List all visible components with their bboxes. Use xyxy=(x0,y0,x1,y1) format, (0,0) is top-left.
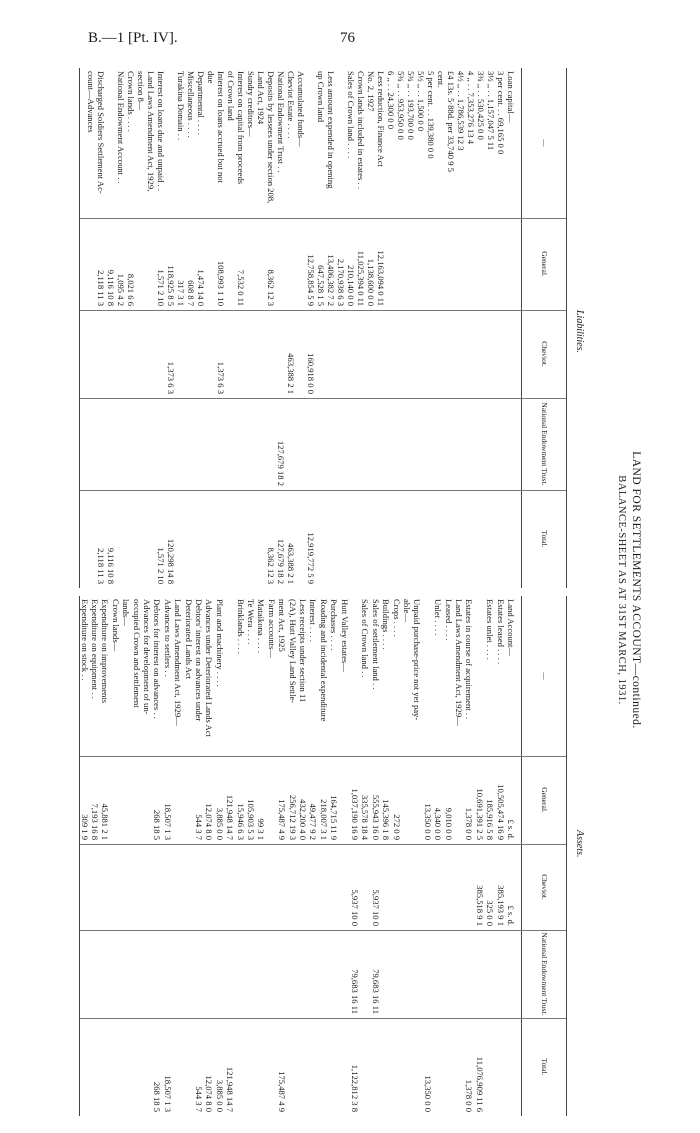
asst-row-39-label: Expenditure on improvements xyxy=(100,599,111,704)
asst-row-10-label: able— xyxy=(402,599,412,622)
asst-row-28-total: 3,885 0 0 xyxy=(214,1079,225,1112)
liab-row-21-label: Accumulated funds— xyxy=(296,71,306,147)
col-head-blank-assets: — xyxy=(521,596,566,756)
liab-row-5-label: 4½ ,, . . 1,786,539 12 3 xyxy=(456,71,466,151)
liab-row-28-label: of Crown land xyxy=(226,71,236,121)
assets-heading: Assets. xyxy=(574,830,585,858)
asst-row-1-cheviot: 385,193 9 1 xyxy=(495,885,506,926)
asst-row-13-general: 555,943 16 0 xyxy=(370,794,381,840)
col-head-general-assets: General. xyxy=(521,756,566,844)
asst-row-7-general: 4,340 0 0 xyxy=(433,807,444,840)
asst-row-3-general: 10,691,391 2 5 xyxy=(474,788,485,840)
liab-row-38-general: 8,021 6 6 xyxy=(126,273,136,306)
balance-sheet xyxy=(75,60,675,1120)
liab-row-14-general: 1,138,600 0 0 xyxy=(366,258,376,306)
asst-row-18-general: 218,007 3 1 xyxy=(318,799,329,840)
liab-row-39-label: National Endowment Account . . xyxy=(116,71,126,184)
asst-row-22-general: 175,487 4 9 xyxy=(277,799,288,840)
liab-row-13-label: Less reduction, Finance Act xyxy=(376,71,386,167)
asst-row-29-total: 12,074 8 0 xyxy=(204,1075,215,1112)
liab-row-27-general: 7,532 0 11 xyxy=(236,269,246,306)
col-head-total-assets: Total. xyxy=(521,1018,566,1116)
liab-row-23-label: National Endowment Trust . . xyxy=(276,71,286,173)
asst-row-15-general: 1,037,190 16 9 xyxy=(350,788,360,840)
asst-row-17-label: Purchases . . . . xyxy=(329,599,340,651)
liab-row-23-net: 127,679 18 2 xyxy=(276,440,286,486)
liab-row-41-label: Discharged Soldiers Settlement Ac- xyxy=(96,71,106,194)
liab-row-15-label: Crown lands included in estates . . xyxy=(356,71,366,189)
liab-row-33-label: Turakina Domain . . xyxy=(176,71,186,141)
asst-row-25-label: Te Wera . . . . xyxy=(246,599,256,645)
col-head-blank: — xyxy=(521,68,566,218)
liab-row-17-general: 2,170,938 6 3 xyxy=(336,258,346,306)
asst-row-33-label: Advances to settlers . . xyxy=(162,599,173,677)
asst-row-13-cheviot: 5,937 10 0 xyxy=(370,889,381,926)
liab-row-12-label: 6 ,, . . 24,300 0 0 xyxy=(386,71,396,130)
asst-row-28-label: Plant and machinery . . . . xyxy=(214,599,225,687)
liab-row-20-total: 12,919,772 5 9 xyxy=(306,532,316,584)
liab-row-8-label: 5 per cent. . . 139,380 0 0 xyxy=(426,71,436,159)
page-header-left: B.—1 [Pt. IV]. xyxy=(88,30,178,46)
asst-row-11-general: 272 0 9 xyxy=(391,814,402,840)
asst-row-25-general: 105,903 5 3 xyxy=(246,799,256,840)
asst-row-34-general: 268 18 5 xyxy=(152,809,163,840)
asst-row-35-label: Advances for development of un- xyxy=(142,599,152,715)
page-subtitle: BALANCE-SHEET AS AT 31ST MARCH, 1931. xyxy=(616,475,627,705)
page-number: 76 xyxy=(340,30,355,46)
asst-row-36-label: occupied Crown and settlement xyxy=(131,599,142,708)
asst-row-31-label: Deteriorated Lands Act xyxy=(183,599,194,680)
liab-row-10-label: 5¾ ,, . . 193,700 0 0 xyxy=(406,71,416,140)
asst-row-15-net: 79,683 16 11 xyxy=(350,969,360,1014)
asst-row-18-label: Roading and incidental expenditure xyxy=(318,599,329,722)
col-head-cheviot: Cheviot. xyxy=(521,310,566,398)
liab-row-3-label: 3¾ ,, . . 530,425 0 0 xyxy=(476,71,486,140)
asst-row-14-label: Sales of Crown land . . xyxy=(360,599,371,678)
asst-row-1-general: 10,505,474 16 9 xyxy=(495,784,506,840)
liab-row-39-general: 1,095 4 2 xyxy=(116,273,126,306)
liab-row-1-label: 3 per cent. . . 69,165 0 0 xyxy=(496,71,506,155)
liab-row-23-total: 127,679 18 2 xyxy=(276,538,286,584)
liab-row-0-label: Loan capital— xyxy=(506,71,516,123)
asst-row-27-total: 121,948 14 7 xyxy=(225,1066,236,1112)
liab-row-16-label: Sales of Crown land . . . . xyxy=(346,71,356,159)
liab-row-24-total: 8,362 12 3 xyxy=(266,547,276,584)
liab-row-34-total: 120,298 14 8 xyxy=(166,538,176,584)
liab-row-40-total: 9,116 10 8 xyxy=(106,547,116,584)
asst-row-6-general: 9,010 0 0 xyxy=(443,807,454,840)
col-head-general: General. xyxy=(521,218,566,310)
asst-row-13-net: 79,683 16 11 xyxy=(370,969,381,1014)
liab-row-30-label: due xyxy=(206,71,216,84)
col-head-cheviot-assets: Cheviot. xyxy=(521,844,566,930)
asst-row-28-general: 3,885 0 0 xyxy=(214,807,225,840)
asst-row-37-label: lands— xyxy=(121,599,132,626)
page-title: LAND FOR SETTLEMENTS ACCOUNT—continued. xyxy=(630,451,642,729)
asst-row-19-label: Interest . . . . xyxy=(308,599,319,642)
liab-row-20-general: 12,758,854 5 9 xyxy=(306,254,316,306)
asst-row-30-label: Debtors' interest on advances under xyxy=(194,599,204,722)
liab-row-24-general: 8,362 12 3 xyxy=(266,269,276,306)
asst-row-32-label: Land Laws Amendment Act, 1929— xyxy=(173,599,184,726)
asst-row-40-label: Expenditure on equipment . . xyxy=(90,599,100,699)
asst-row-20-general: 432,200 4 0 xyxy=(298,799,308,840)
col-head-total: Total. xyxy=(521,490,566,588)
asst-row-16-label: Hutt Valley estates— xyxy=(339,599,350,672)
liab-row-31-general: 1,474 14 0 xyxy=(196,269,206,306)
asst-row-0-label: Land Account— xyxy=(506,599,516,657)
liab-row-14-label: No. 2, 1927 xyxy=(366,71,376,112)
asst-row-34-total: 268 18 5 xyxy=(152,1081,163,1112)
liab-row-26-label: Sundry creditors— xyxy=(246,71,256,137)
asst-row-30-total: 544 3 7 xyxy=(194,1086,204,1112)
asst-row-2-general: 185,916 5 8 xyxy=(485,799,496,840)
asst-row-1-label: Estates leased . . . . xyxy=(495,599,506,665)
asst-row-19-general: 49,477 9 2 xyxy=(308,803,319,840)
asst-row-41-general: 309 1 9 xyxy=(79,814,90,840)
asst-row-27-general: 121,948 14 7 xyxy=(225,794,236,840)
asst-row-39-general: 45,881 2 1 xyxy=(100,803,111,840)
liab-row-41-total: 2,118 11 3 xyxy=(96,548,106,584)
assets-table xyxy=(79,596,567,1116)
liabilities-table xyxy=(79,68,567,588)
liab-row-15-general: 11,025,394 0 11 xyxy=(356,250,366,306)
liab-row-22-label: Cheviot Estate . . . . xyxy=(286,71,296,139)
asst-row-29-label: Advances under Deteriorated Lands Act xyxy=(204,599,215,737)
liab-row-7-label: cent. xyxy=(436,71,446,88)
liab-row-40-general: 9,116 10 8 xyxy=(106,269,116,306)
asst-row-38-label: Crown lands— xyxy=(110,599,121,652)
liab-row-22-cheviot: 463,388 2 1 xyxy=(286,353,296,394)
liab-row-29-general: 108,993 1 10 xyxy=(216,260,226,306)
asst-row-6-label: Leased . . . . xyxy=(443,599,454,641)
col-head-net: National Endowment Trust. xyxy=(521,398,566,490)
liab-row-9-label: 5½ ,, . . 1,500 0 0 xyxy=(416,71,426,132)
asst-row-23-label: Farm accounts— xyxy=(266,599,277,658)
asst-row-2-label: Estates unlet . . . . xyxy=(485,599,496,660)
col-head-net-assets: National Endowment Trust. xyxy=(521,930,566,1018)
liab-row-29-cheviot: 1,373 6 3 xyxy=(216,361,226,394)
asst-row-3-total: 11,076,909 11 6 xyxy=(474,1056,485,1112)
liab-row-37-label: section 8— xyxy=(136,71,146,111)
liabilities-heading: Liabilities. xyxy=(574,310,585,354)
asst-row-12-general: 145,396 1 8 xyxy=(381,799,392,840)
asst-row-15-total: 1,122,812 3 8 xyxy=(350,1064,360,1112)
asst-row-26-general: 15,946 6 3 xyxy=(235,803,246,840)
asst-row-3-cheviot: 385,518 9 1 xyxy=(474,885,485,926)
asst-row-14-general: 335,578 18 4 xyxy=(360,794,371,840)
liab-row-19-general: 647,528 1 5 xyxy=(316,265,326,306)
asst-row-8-general: 13,350 0 0 xyxy=(422,803,433,840)
asst-row-4-total: 1,378 0 0 xyxy=(464,1079,475,1112)
asst-row-4-general: 1,378 0 0 xyxy=(464,807,475,840)
liab-row-33-general: 317 3 1 xyxy=(176,280,186,306)
liab-row-41-general: 2,118 11 3 xyxy=(96,270,106,306)
asst-row-9-label: Unpaid purchase-price not yet pay- xyxy=(412,599,423,721)
asst-row-8-total: 13,350 0 0 xyxy=(422,1075,433,1112)
asst-row-40-general: 7,193 16 8 xyxy=(90,803,100,840)
asst-row-7-label: Unlet . . . . xyxy=(433,599,444,636)
asst-row-15-cheviot: 5,937 10 0 xyxy=(350,889,360,926)
liab-row-22-total: 463,388 2 1 xyxy=(286,543,296,584)
asst-row-24-general: 99 3 1 xyxy=(256,818,267,840)
liab-row-6-label: £4 13s. 5·88d. per 33,740 9 5 xyxy=(446,71,456,172)
liab-row-4-label: 4 ,, . . 7,353,276 13 4 xyxy=(466,71,476,145)
liab-row-32-label: Miscellaneous . . . . xyxy=(186,71,196,138)
liab-row-11-label: 5¾ ,, . . 953,950 0 0 xyxy=(396,71,406,140)
asst-row-17-general: 164,715 11 9 xyxy=(329,795,340,840)
liab-row-35-general: 1,571 2 10 xyxy=(156,269,166,306)
asst-row-4-label: Estates in course of acquirement . . xyxy=(464,599,475,720)
asst-row-5-label: Land Laws Amendment Act, 1929— xyxy=(454,599,464,726)
liab-row-36-label: Land Laws Amendment Act, 1929, xyxy=(146,71,156,192)
liab-row-34-cheviot: 1,373 6 3 xyxy=(166,361,176,394)
liab-row-42-label: count—Advances xyxy=(86,71,96,133)
asst-row-24-label: Mataikona . . . . xyxy=(256,599,267,653)
asst-row-11-label: Crops . . . . xyxy=(391,599,402,637)
asst-row-0-general: £ s. d. xyxy=(506,819,516,840)
liab-row-18-label: Less amount expended in opening xyxy=(326,71,336,189)
liab-row-25-label: Land Act, 1924 xyxy=(256,71,266,125)
asst-row-33-total: 18,507 1 3 xyxy=(162,1075,173,1112)
liab-row-18-general: 13,406,382 7 2 xyxy=(326,254,336,306)
asst-row-20-label: Less receipts under section 11 xyxy=(298,599,308,703)
liab-row-19-label: up Crown land xyxy=(316,71,326,123)
liab-row-24-label: Deposits by lessees under section 208, xyxy=(266,71,276,204)
liab-row-13-general: 12,163,094 0 11 xyxy=(376,250,386,306)
asst-row-22-label: ment Act, 1925 xyxy=(277,599,288,652)
asst-row-26-label: Brinklands . . . . xyxy=(235,599,246,654)
liab-row-31-label: Departmental . . . . xyxy=(196,71,206,135)
asst-row-29-general: 12,074 8 0 xyxy=(204,803,215,840)
asst-row-41-label: Expenditure on stock . . xyxy=(79,599,90,681)
asst-row-0-cheviot: £ s. d. xyxy=(506,905,516,926)
asst-row-12-label: Buildings . . . . xyxy=(381,599,392,650)
liab-row-27-label: Interest on capital from proceeds xyxy=(236,71,246,185)
liab-row-20-cheviot: 160,918 0 0 xyxy=(306,353,316,394)
liab-row-32-general: 608 8 7 xyxy=(186,280,196,306)
asst-row-21-label: (2A), Hutt Valley Land Settle- xyxy=(287,599,298,704)
liab-row-35-total: 1,571 2 10 xyxy=(156,547,166,584)
liab-row-29-label: Interest on loans accrued but not xyxy=(216,71,226,183)
asst-row-22-total: 175,487 4 9 xyxy=(277,1071,288,1112)
liab-row-16-general: 210,140 0 0 xyxy=(346,265,356,306)
liab-row-2-label: 3½ ,, . . 1,157,047 5 11 xyxy=(486,71,496,151)
asst-row-30-general: 544 3 7 xyxy=(194,814,204,840)
liab-row-35-label: Interest on loans due and unpaid . . xyxy=(156,71,166,192)
asst-row-21-general: 256,712 19 3 xyxy=(287,794,298,840)
asst-row-34-label: Debtors for interest on advances . . xyxy=(152,599,163,719)
liab-row-34-general: 118,925 8 5 xyxy=(166,265,176,306)
asst-row-13-label: Sales of settlement land . . xyxy=(370,599,381,690)
liab-row-38-label: Crown lands . . . . xyxy=(126,71,136,132)
asst-row-2-cheviot: 325 0 0 xyxy=(485,900,496,926)
asst-row-33-general: 18,507 1 3 xyxy=(162,803,173,840)
